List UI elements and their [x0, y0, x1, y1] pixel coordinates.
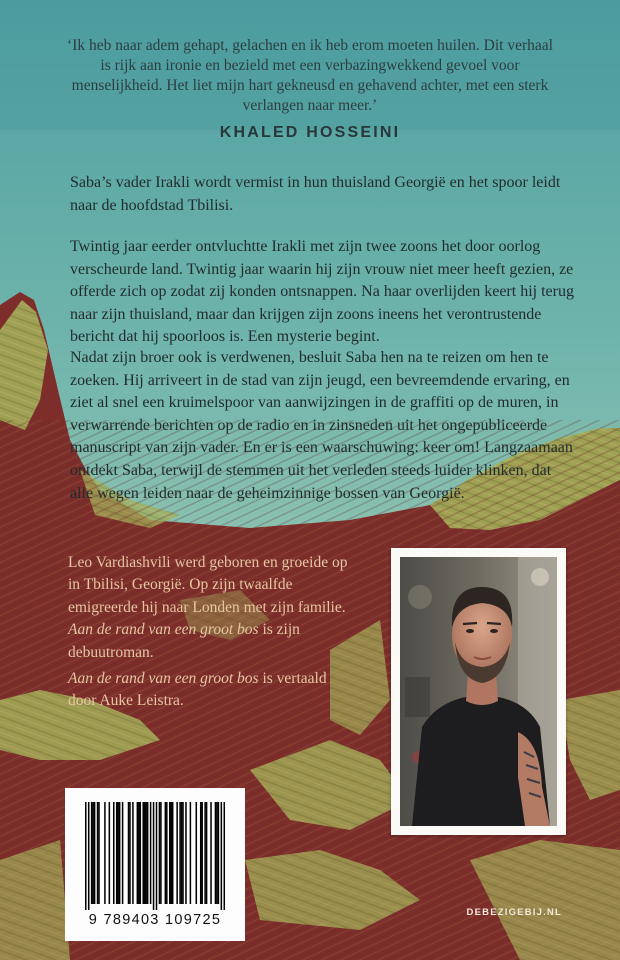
- barcode-bar: [97, 802, 99, 904]
- barcode-bar: [172, 802, 174, 904]
- book-title-2: Aan de rand van een groot bos: [68, 670, 259, 688]
- barcode-bar: [129, 802, 131, 904]
- barcode-bar: [185, 802, 187, 904]
- barcode-bar: [132, 802, 134, 904]
- barcode-bar: [181, 802, 183, 904]
- barcode-panel: [65, 788, 245, 941]
- blurb-paragraph-2: Twintig jaar eerder ontvluchtte Irakli met zijn twee zoons het door oorlog verscheurde land. Twintig jaar waarin hij zijn vrouw niet meer heeft gezien, ze offerde zich op zodat zij konden ontsnappen. Na haar overlijden keert hij terug naar zijn thuisland, maar dan krijgen zijn zoons ineens het verontrustende bericht dat hij spoorloos is. Een mysterie begint.: [70, 238, 574, 346]
- barcode-bar: [119, 802, 121, 904]
- barcode-bar: [176, 802, 178, 904]
- barcode-bar: [179, 802, 181, 904]
- publisher-website[interactable]: DEBEZIGEBIJ.NL: [466, 907, 562, 918]
- barcode-bar: [165, 802, 167, 904]
- author-bio-intro: Leo Vardiashvili werd geboren en groeide op in Tbilisi, Georgië. Op zijn twaalfde emigreerde hij naar Londen met zijn familie.: [68, 554, 348, 616]
- barcode-bar: [166, 802, 168, 904]
- barcode-bar: [128, 802, 130, 904]
- barcode-bar: [92, 802, 94, 904]
- barcode-bar: [210, 802, 212, 904]
- barcode-bar: [137, 802, 139, 904]
- author-photo-frame: [391, 548, 566, 835]
- barcode-bar: [85, 802, 87, 910]
- barcode-bar: [145, 802, 147, 904]
- barcode-bar: [224, 802, 225, 910]
- barcode-bar: [116, 802, 118, 904]
- barcode-bar: [201, 802, 203, 904]
- barcode-bar: [215, 802, 217, 904]
- barcode-bar: [147, 802, 149, 904]
- barcode-bar: [88, 802, 90, 910]
- barcode-bar: [109, 802, 111, 904]
- isbn-barcode: [85, 802, 225, 910]
- barcode-bar: [153, 802, 155, 910]
- barcode-bar: [200, 802, 202, 904]
- barcode-bar: [190, 802, 192, 904]
- blurb-paragraph-1: Saba’s vader Irakli wordt vermist in hun thuisland Georgië en het spoor leidt naar de hoofdstad Tbilisi.: [70, 174, 561, 214]
- barcode-bar: [218, 802, 220, 904]
- barcode-bar: [204, 802, 206, 904]
- barcode-bar: [159, 802, 161, 904]
- barcode-bar: [113, 802, 115, 904]
- barcode-bar: [160, 802, 162, 904]
- barcode-bar: [221, 802, 223, 910]
- barcode-bar: [91, 802, 93, 904]
- barcode-bar: [182, 802, 184, 904]
- barcode-bar: [98, 802, 100, 904]
- author-bio-translator-text: is vertaald door Auke Leistra.: [68, 670, 327, 710]
- author-bio-debut-text: is zijn debuutroman.: [68, 621, 300, 661]
- author-photo: [400, 557, 557, 826]
- barcode-bar: [206, 802, 208, 904]
- barcode-bar: [138, 802, 140, 904]
- isbn-number: 9 789403 109725: [88, 912, 222, 928]
- quote-text: ‘Ik heb naar adem gehapt, gelachen en ik heb erom moeten huilen. Dit verhaal is rijk aan ironie en bezield met een verbazingwekkend gevoel voor menselijkheid. Het liet mijn hart gekneusd en gehavend achter, met een sterk verlangen naar meer.’: [67, 37, 553, 114]
- book-title: Aan de rand van een groot bos: [68, 621, 259, 639]
- barcode-bar: [117, 802, 119, 904]
- author-bio-debut: [68, 619, 358, 664]
- barcode-bar: [142, 802, 144, 904]
- barcode-bar: [216, 802, 218, 904]
- barcode-bar: [144, 802, 146, 904]
- barcode-bar: [170, 802, 172, 904]
- barcode-bar: [94, 802, 96, 904]
- barcode-bar: [122, 802, 124, 904]
- author-bio: [68, 552, 358, 713]
- barcode-bar: [156, 802, 158, 910]
- barcode-bar: [196, 802, 198, 904]
- barcode-bar: [150, 802, 152, 904]
- barcode-bar: [140, 802, 142, 904]
- blurb-paragraph-3: Nadat zijn broer ook is verdwenen, besluit Saba hen na te reizen om hen te zoeken. Hij arriveert in de stad van zijn jeugd, een bevreemdende ervaring, en ziet al snel een kruimelspoor van aanwijzingen in de graffiti op de muren, in verwarrende berichten op de radio en in zinsneden uit het ongepubliceerde manuscript van zijn vader. En er is een waarschuwing: keer om! Langzaamaan ontdekt Saba, terwijl de stemmen uit het verleden steeds luider klinken, dat alle wegen leiden naar de geheimzinnige bossen van Georgië.: [70, 349, 573, 502]
- author-bio-translator: [68, 668, 358, 713]
- quote-author: KHALED HOSSEINI: [219, 124, 401, 141]
- barcode-bar: [104, 802, 106, 904]
- barcode-bar: [169, 802, 171, 904]
